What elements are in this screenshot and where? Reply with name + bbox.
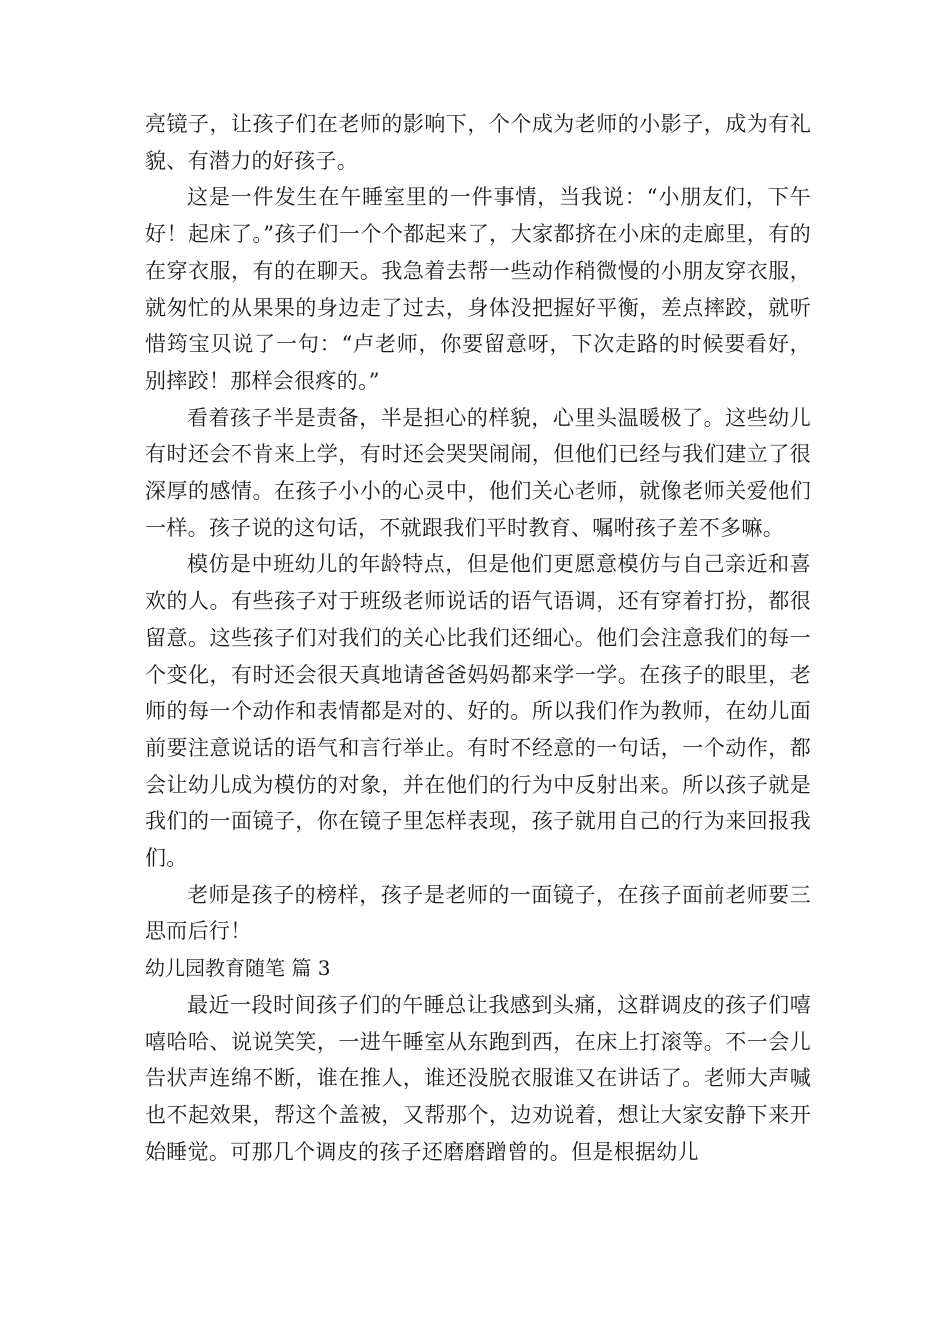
- paragraph-imitation: 模仿是中班幼儿的年龄特点，但是他们更愿意模仿与自己亲近和喜欢的人。有些孩子对于班级老师说话的语气语调，还有穿着打扮，都很留意。这些孩子们对我们的关心比我们还细心。他们会注意我们的每一个变化，有时还会很天真地请爸爸妈妈都来学一学。在孩子的眼里，老师的每一个动作和表情都是对的、好的。所以我们作为教师，在幼儿面前要注意说话的语气和言行举止。有时不经意的一句话，一个动作，都会让幼儿成为模仿的对象，并在他们的行为中反射出来。所以孩子就是我们的一面镜子，你在镜子里怎样表现，孩子就用自己的行为来回报我们。: [145, 552, 811, 871]
- paragraph-nap-room-story: 这是一件发生在午睡室里的一件事情，当我说：“小朋友们，下午好！起床了。”孩子们一个个都起来了，大家都挤在小床的走廊里，有的在穿衣服，有的在聊天。我急着去帮一些动作稍微慢的小朋友穿衣服，就匆忙的从果果的身边走了过去，身体没把握好平衡，差点摔跤，就听惜筠宝贝说了一句：“卢老师，你要留意呀，下次走路的时候要看好，别摔跤！那样会很疼的。”: [145, 185, 811, 393]
- paragraph-children-care: 看着孩子半是责备，半是担心的样貌，心里头温暖极了。这些幼儿有时还会不肯来上学，有时还会哭哭闹闹，但他们已经与我们建立了很深厚的感情。在孩子小小的心灵中，他们关心老师，就像老师关爱他们一样。孩子说的这句话，不就跟我们平时教育、嘱咐孩子差不多嘛。: [145, 405, 811, 540]
- paragraph-nap-trouble: 最近一段时间孩子们的午睡总让我感到头痛，这群调皮的孩子们嘻嘻哈哈、说说笑笑，一进午睡室从东跑到西，在床上打滚等。不一会儿告状声连绵不断，谁在推人，谁还没脱衣服谁又在讲话了。老师大声喊也不起效果，帮这个盖被，又帮那个，边劝说着，想让大家安静下来开始睡觉。可那几个调皮的孩子还磨磨蹭曾的。但是根据幼儿: [145, 992, 811, 1164]
- document-page: [145, 106, 811, 1170]
- paragraph-continuation: 亮镜子，让孩子们在老师的影响下，个个成为老师的小影子，成为有礼貌、有潜力的好孩子。: [145, 112, 811, 173]
- section-heading: 幼儿园教育随笔 篇 3: [145, 956, 331, 981]
- paragraph-role-model: 老师是孩子的榜样，孩子是老师的一面镜子，在孩子面前老师要三思而后行！: [145, 882, 811, 944]
